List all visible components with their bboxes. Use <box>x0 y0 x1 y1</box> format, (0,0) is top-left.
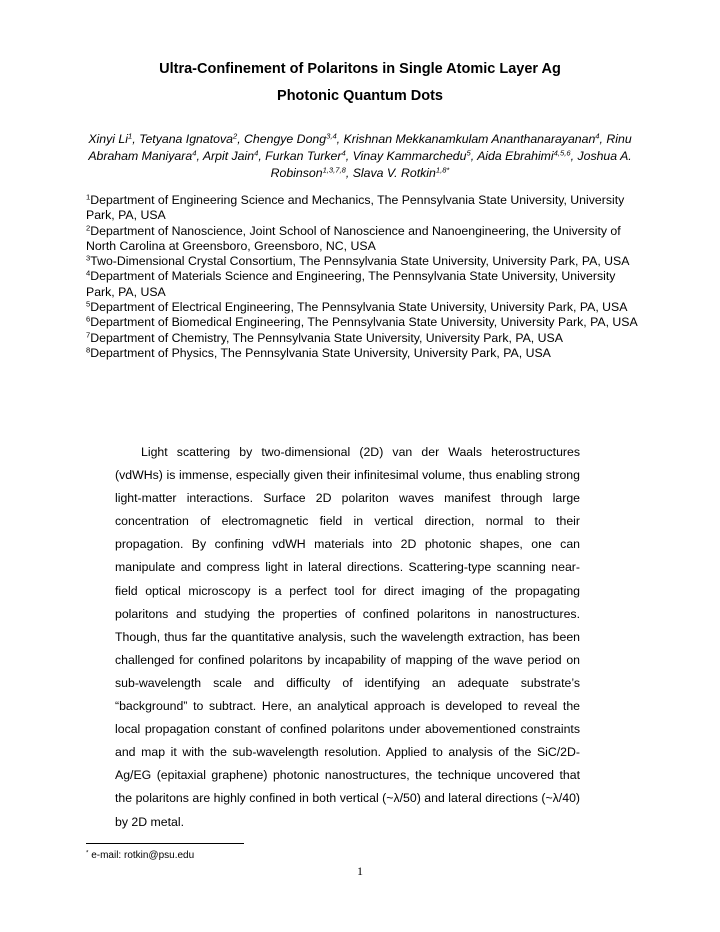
footnote <box>86 850 194 862</box>
affiliation-text: Department of Chemistry, The Pennsylvania State University, University Park, PA, USA <box>90 330 563 345</box>
author-separator: , <box>132 132 140 146</box>
author-name: Aida Ebrahimi <box>477 149 554 163</box>
affiliation-text: Department of Physics, The Pennsylvania State University, University Park, PA, USA <box>90 345 551 360</box>
affiliation-text: Department of Materials Science and Engineering, The Pennsylvania State University, University Park, PA, USA <box>86 269 616 299</box>
paper-title <box>0 56 720 110</box>
affiliation-number: 4 <box>86 268 91 278</box>
affiliation-item <box>86 346 646 361</box>
author-affiliation-mark: 4 <box>595 131 600 141</box>
affiliation-number: 1 <box>86 192 91 202</box>
author-name: Vinay Kammarchedu <box>352 149 467 163</box>
author-separator: , <box>345 149 353 163</box>
abstract-paragraph: Light scattering by two-dimensional (2D) van der Waals heterostructures (vdWHs) is immense, especially given their infinitesimal volume, thus enabling strong light-matter interactions. Surface 2D polariton waves manifest through large concentration of electromagnetic field in vertical direction, normal to their propagation. By confining vdWH materials into 2D photonic shapes, one can manipulate and compress light in lateral directions. Scattering-type scanning near-field optical microscopy is a perfect tool for direct imaging of the propagating polaritons and studying the properties of confined polaritons in nanostructures. Though, thus far the quantitative analysis, such the wavelength extraction, has been challenged for confined polaritons by incapability of mapping of the wave period on sub-wavelength scale and difficulty of identifying an adequate substrate’s “background” to subtract. Here, an analytical approach is developed to reveal the local propagation constant of confined polaritons under abovementioned constraints and map it with the sub-wavelength resolution. Applied to analysis of the SiC/2D-Ag/EG (epitaxial graphene) photonic nanostructures, the technique uncovered that the polaritons are highly confined in both vertical (~λ/50) and lateral directions (~λ/40) by 2D metal. <box>115 445 580 829</box>
author-affiliation-mark: 4,5,6 <box>553 148 571 158</box>
author-affiliation-mark: 2 <box>232 131 238 141</box>
author-name: Krishnan Mekkanamkulam Ananthanarayanan <box>343 132 596 146</box>
affiliation-item <box>86 269 646 300</box>
author-name: Arpit Jain <box>202 149 255 163</box>
footnote-email: e-mail: rotkin@psu.edu <box>88 850 195 861</box>
affiliation-item <box>86 300 646 315</box>
author-name: Slava V. Rotkin <box>352 166 436 180</box>
author-separator: , <box>570 149 578 163</box>
author-affiliation-mark: 4 <box>192 148 197 158</box>
affiliation-text: Department of Nanoscience, Joint School of Nanoscience and Nanoengineering, the University of North Carolina at Greensboro, Greensboro, NC, USA <box>86 223 621 253</box>
page-number: 1 <box>357 864 363 878</box>
author-name: Joshua A. Robinson <box>270 149 632 180</box>
author-name: Furkan Turker <box>265 149 342 163</box>
affiliation-text: Two-Dimensional Crystal Consortium, The Pennsylvania State University, University Park, PA, USA <box>90 254 630 269</box>
author-separator: , <box>196 149 203 163</box>
author-list <box>86 131 634 182</box>
author-separator: , <box>336 132 344 146</box>
author-separator: , <box>599 132 607 146</box>
footnote-mark: * <box>86 849 89 857</box>
author-name: Chengye Dong <box>244 132 327 146</box>
author-affiliation-mark: 4 <box>254 148 259 158</box>
author-affiliation-mark: 1,8* <box>435 165 450 175</box>
author-separator: , <box>470 149 478 163</box>
author-affiliation-mark: 1 <box>127 131 133 141</box>
title-line-2: Photonic Quantum Dots <box>277 88 443 104</box>
affiliation-item <box>86 331 646 346</box>
title-line-1: Ultra-Confinement of Polaritons in Single Atomic Layer Ag <box>159 61 561 77</box>
affiliation-item <box>86 224 646 255</box>
affiliation-number: 7 <box>86 330 91 340</box>
affiliation-text: Department of Electrical Engineering, The Pennsylvania State University, University Park, PA, USA <box>90 300 628 315</box>
affiliation-number: 6 <box>86 314 91 324</box>
author-separator: , <box>345 166 353 180</box>
author-separator: , <box>258 149 266 163</box>
author-name: Xinyi Li <box>88 132 128 146</box>
author-separator: , <box>237 132 245 146</box>
author-affiliation-mark: 4 <box>341 148 346 158</box>
author-affiliation-mark: 1,3,7,8 <box>322 165 346 175</box>
author-name: Rinu Abraham Maniyara <box>88 132 632 163</box>
author-affiliation-mark: 3,4 <box>326 131 337 141</box>
affiliation-number: 3 <box>86 253 91 263</box>
affiliation-item <box>86 315 646 330</box>
affiliation-number: 5 <box>86 299 91 309</box>
affiliation-item <box>86 193 646 224</box>
author-affiliation-mark: 5 <box>466 148 471 158</box>
footnote-rule <box>86 843 244 844</box>
affiliation-number: 2 <box>86 223 91 233</box>
author-name: Tetyana Ignatova <box>139 132 233 146</box>
affiliation-item <box>86 254 646 269</box>
affiliation-number: 8 <box>86 345 91 355</box>
affiliation-list <box>86 193 646 361</box>
affiliation-text: Department of Engineering Science and Mechanics, The Pennsylvania State University, University Park, PA, USA <box>86 193 625 223</box>
affiliation-text: Department of Biomedical Engineering, The Pennsylvania State University, University Park, PA, USA <box>90 315 638 330</box>
